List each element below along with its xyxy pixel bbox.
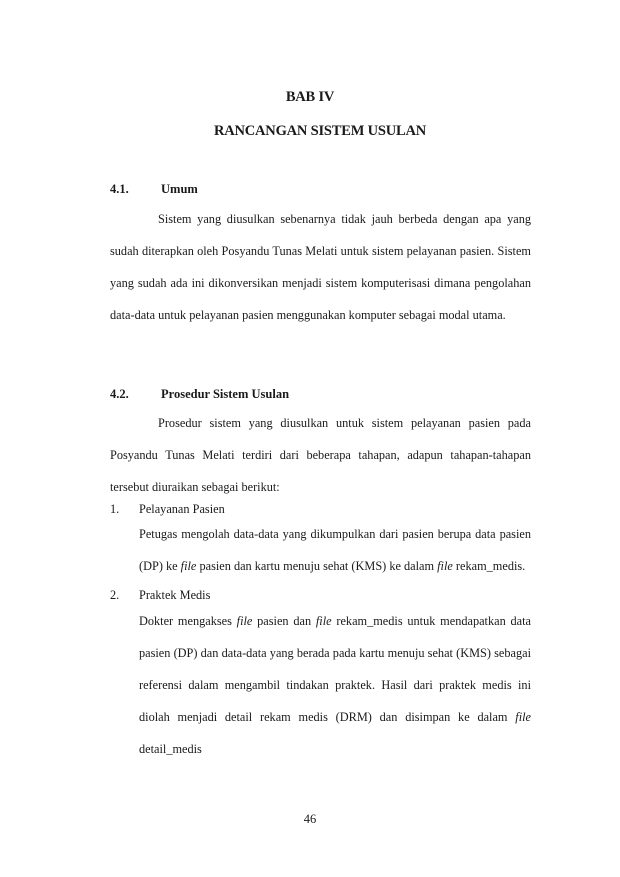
list-item-body-pelayanan [139,518,531,582]
body-text: rekam_medis untuk mendapatkan data pasien (DP) dan data-data yang berada pada kartu menuju sehat (KMS) sebagai referensi dalam mengambil tindakan praktek. Hasil dari praktek medis ini diolah menjadi detail rekam medis (DRM) dan disimpan ke dalam [139,614,531,724]
page-number: 46 [303,812,317,826]
body-text: detail_medis [139,742,202,756]
section-number-4-1: 4.1. [110,182,129,196]
body-text: pasien dan kartu menuju sehat (KMS) ke dalam [196,559,438,573]
section-title-prosedur: Prosedur Sistem Usulan [161,387,290,401]
list-item-body-praktek [139,605,531,765]
list-item-label-pelayanan: Pelayanan Pasien [139,502,225,516]
chapter-number: BAB IV [285,89,335,105]
italic-term: file [180,559,197,573]
italic-term: file [437,559,453,573]
chapter-title: RANCANGAN SISTEM USULAN [213,123,427,139]
body-text: Dokter mengakses [139,614,237,628]
list-item-label-praktek: Praktek Medis [139,588,211,602]
italic-term: file [515,710,531,724]
paragraph-text: Sistem yang diusulkan sebenarnya tidak jauh berbeda dengan apa yang sudah diterapkan oleh Posyandu Tunas Melati untuk sistem pelayanan pasien. Sistem yang sudah ada ini dikonversikan menjadi sistem komputerisasi dimana pengolahan data-data untuk pelayanan pasien menggunakan komputer sebagai modal utama. [110,212,531,322]
italic-term: file [315,614,332,628]
body-text: pasien dan [252,614,316,628]
section-paragraph-prosedur [110,407,531,503]
italic-term: file [236,614,253,628]
list-item-number-2: 2. [110,588,120,602]
section-number-4-2: 4.2. [110,387,129,401]
section-title-umum: Umum [161,182,198,196]
section-paragraph-umum [110,203,531,331]
body-text: Petugas mengolah data-data yang dikumpulkan dari pasien berupa data pasien (DP) ke [139,527,531,573]
paragraph-text: Prosedur sistem yang diusulkan untuk sistem pelayanan pasien pada Posyandu Tunas Melati terdiri dari beberapa tahapan, adapun tahapan-tahapan tersebut diuraikan sebagai berikut: [110,416,531,494]
body-text: rekam_medis. [452,559,526,573]
list-item-number-1: 1. [110,502,120,516]
